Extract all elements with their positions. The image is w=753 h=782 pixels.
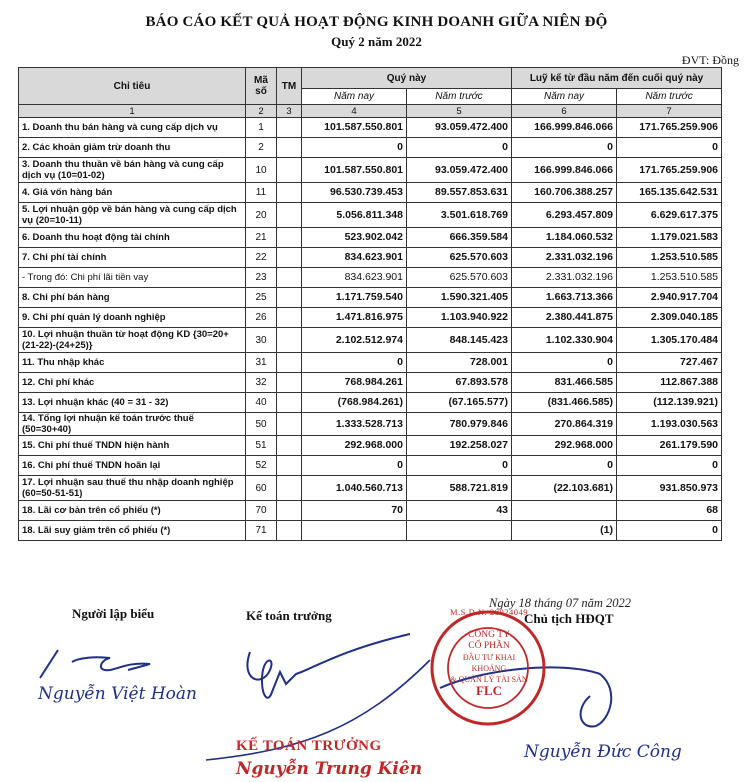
row-label: 16. Chi phí thuế TNDN hoãn lại — [19, 456, 246, 476]
row-label: - Trong đó: Chi phí lãi tiền vay — [19, 268, 246, 288]
col-number: 3 — [277, 105, 302, 118]
row-label: 7. Chi phí tài chính — [19, 248, 246, 268]
row-code: 22 — [246, 248, 277, 268]
row-tm — [277, 203, 302, 228]
row-code: 10 — [246, 158, 277, 183]
table-row — [19, 521, 722, 541]
value-ytd-previous: 0 — [617, 521, 722, 541]
header-quy-nay: Quý này — [302, 68, 512, 89]
value-quarter-previous: 848.145.423 — [407, 328, 512, 353]
value-ytd-previous: 171.765.259.906 — [617, 158, 722, 183]
row-label: 4. Giá vốn hàng bán — [19, 183, 246, 203]
value-quarter-previous: 89.557.853.631 — [407, 183, 512, 203]
row-tm — [277, 268, 302, 288]
value-ytd-previous: 2.940.917.704 — [617, 288, 722, 308]
value-quarter-previous: 728.001 — [407, 353, 512, 373]
value-quarter-current: 1.171.759.540 — [302, 288, 407, 308]
row-tm — [277, 436, 302, 456]
value-ytd-current: 2.380.441.875 — [512, 308, 617, 328]
header-nam-truoc: Năm trước — [617, 89, 722, 105]
seal-line: & QUẢN LÝ TÀI SẢN — [450, 675, 528, 684]
value-ytd-previous: 1.179.021.583 — [617, 228, 722, 248]
value-quarter-current: 5.056.811.348 — [302, 203, 407, 228]
col-number: 4 — [302, 105, 407, 118]
value-quarter-current: 70 — [302, 501, 407, 521]
row-tm — [277, 373, 302, 393]
row-label: 9. Chi phí quản lý doanh nghiệp — [19, 308, 246, 328]
value-ytd-current: 0 — [512, 138, 617, 158]
header-luy-ke: Luỹ kế từ đầu năm đến cuối quý này — [512, 68, 722, 89]
value-ytd-current: 292.968.000 — [512, 436, 617, 456]
value-ytd-current: 270.864.319 — [512, 413, 617, 436]
value-quarter-current: 1.471.816.975 — [302, 308, 407, 328]
value-quarter-current: 768.984.261 — [302, 373, 407, 393]
row-code: 1 — [246, 118, 277, 138]
value-quarter-current: 101.587.550.801 — [302, 118, 407, 138]
accountant-signature — [247, 634, 410, 698]
row-code: 23 — [246, 268, 277, 288]
table-row — [19, 456, 722, 476]
row-tm — [277, 521, 302, 541]
value-ytd-current: 1.663.713.366 — [512, 288, 617, 308]
value-quarter-previous: 625.570.603 — [407, 248, 512, 268]
preparer-signature — [40, 650, 150, 678]
table-row — [19, 393, 722, 413]
value-quarter-current: 834.623.901 — [302, 268, 407, 288]
value-quarter-previous: 93.059.472.400 — [407, 118, 512, 138]
value-quarter-current: 0 — [302, 138, 407, 158]
seal-line: CÔNG TY — [468, 630, 510, 640]
table-row — [19, 328, 722, 353]
value-ytd-current: 0 — [512, 456, 617, 476]
value-ytd-previous: 1.253.510.585 — [617, 248, 722, 268]
value-quarter-previous: 192.258.027 — [407, 436, 512, 456]
seal-line: ĐẦU TƯ KHAI KHOÁNG — [462, 653, 516, 673]
value-ytd-current: 166.999.846.066 — [512, 118, 617, 138]
table-row — [19, 248, 722, 268]
row-code: 2 — [246, 138, 277, 158]
row-label: 3. Doanh thu thuần về bán hàng và cung cấp dịch vụ (10=01-02) — [19, 158, 246, 183]
row-label: 14. Tổng lợi nhuận kế toán trước thuế (50=30+40) — [19, 413, 246, 436]
value-quarter-previous: 1.103.940.922 — [407, 308, 512, 328]
value-quarter-current: 96.530.739.453 — [302, 183, 407, 203]
row-code: 32 — [246, 373, 277, 393]
value-ytd-current — [512, 501, 617, 521]
accountant-stamp-title: KẾ TOÁN TRƯỞNG — [236, 738, 382, 754]
row-label: 5. Lợi nhuận gộp về bán hàng và cung cấp dịch vụ (20=10-11) — [19, 203, 246, 228]
value-quarter-previous: 588.721.819 — [407, 476, 512, 501]
accountant-name: Nguyễn Trung Kiên — [236, 759, 423, 779]
row-code: 70 — [246, 501, 277, 521]
row-tm — [277, 413, 302, 436]
value-quarter-previous — [407, 521, 512, 541]
row-tm — [277, 308, 302, 328]
report-subtitle: Quý 2 năm 2022 — [331, 34, 422, 49]
row-tm — [277, 118, 302, 138]
col-number: 6 — [512, 105, 617, 118]
row-tm — [277, 183, 302, 203]
seal-line: CỔ PHẦN — [468, 641, 510, 651]
table-row — [19, 353, 722, 373]
row-label: 2. Các khoản giảm trừ doanh thu — [19, 138, 246, 158]
preparer-name: Nguyễn Việt Hoàn — [38, 684, 197, 704]
value-ytd-previous: 1.305.170.484 — [617, 328, 722, 353]
col-number: 5 — [407, 105, 512, 118]
value-ytd-previous: 1.253.510.585 — [617, 268, 722, 288]
value-quarter-current: 1.040.560.713 — [302, 476, 407, 501]
value-ytd-current: 6.293.457.809 — [512, 203, 617, 228]
header-nam-truoc: Năm trước — [407, 89, 512, 105]
seal-ring-text: M.S.D.N: 28024049 — [450, 607, 528, 617]
row-label: 10. Lợi nhuận thuần từ hoạt động KD {30=20+(21-22)-(24+25)} — [19, 328, 246, 353]
value-ytd-current: 1.102.330.904 — [512, 328, 617, 353]
table-row — [19, 288, 722, 308]
table-row — [19, 476, 722, 501]
value-ytd-previous: 2.309.040.185 — [617, 308, 722, 328]
value-quarter-previous: 0 — [407, 456, 512, 476]
table-row — [19, 158, 722, 183]
value-ytd-previous: (112.139.921) — [617, 393, 722, 413]
col-number: 7 — [617, 105, 722, 118]
value-quarter-current — [302, 521, 407, 541]
row-code: 20 — [246, 203, 277, 228]
header-tm: TM — [277, 68, 302, 105]
row-code: 31 — [246, 353, 277, 373]
row-tm — [277, 501, 302, 521]
table-row — [19, 138, 722, 158]
value-ytd-current: (1) — [512, 521, 617, 541]
table-row — [19, 308, 722, 328]
value-quarter-current: 2.102.512.974 — [302, 328, 407, 353]
chairman-name: Nguyễn Đức Công — [524, 742, 682, 762]
row-code: 51 — [246, 436, 277, 456]
seal-text — [448, 630, 530, 696]
value-quarter-current: 834.623.901 — [302, 248, 407, 268]
table-row — [19, 436, 722, 456]
value-ytd-current: 2.331.032.196 — [512, 248, 617, 268]
value-quarter-previous: 666.359.584 — [407, 228, 512, 248]
value-quarter-previous: 1.590.321.405 — [407, 288, 512, 308]
value-quarter-previous: 625.570.603 — [407, 268, 512, 288]
row-code: 71 — [246, 521, 277, 541]
value-quarter-current: 1.333.528.713 — [302, 413, 407, 436]
value-quarter-previous: 93.059.472.400 — [407, 158, 512, 183]
row-tm — [277, 288, 302, 308]
seal-logo: FLC — [476, 683, 502, 698]
row-label: 12. Chi phí khác — [19, 373, 246, 393]
row-tm — [277, 456, 302, 476]
col-number: 2 — [246, 105, 277, 118]
value-ytd-current: 166.999.846.066 — [512, 158, 617, 183]
table-row — [19, 501, 722, 521]
currency-unit: ĐVT: Đồng — [681, 53, 739, 67]
value-quarter-previous: 67.893.578 — [407, 373, 512, 393]
row-tm — [277, 248, 302, 268]
row-code: 60 — [246, 476, 277, 501]
row-label: 8. Chi phí bán hàng — [19, 288, 246, 308]
value-quarter-previous: 3.501.618.769 — [407, 203, 512, 228]
table-row — [19, 268, 722, 288]
value-quarter-previous: 0 — [407, 138, 512, 158]
row-tm — [277, 228, 302, 248]
income-statement-table — [18, 67, 722, 541]
row-label: 13. Lợi nhuận khác (40 = 31 - 32) — [19, 393, 246, 413]
value-ytd-current: 1.184.060.532 — [512, 228, 617, 248]
value-quarter-previous: (67.165.577) — [407, 393, 512, 413]
row-code: 30 — [246, 328, 277, 353]
table-row — [19, 228, 722, 248]
row-tm — [277, 393, 302, 413]
row-label: 18. Lãi suy giảm trên cổ phiếu (*) — [19, 521, 246, 541]
chairman-label: Chủ tịch HĐQT — [524, 611, 614, 626]
row-tm — [277, 476, 302, 501]
value-quarter-previous: 43 — [407, 501, 512, 521]
value-ytd-previous: 165.135.642.531 — [617, 183, 722, 203]
value-quarter-current: 523.902.042 — [302, 228, 407, 248]
row-label: 17. Lợi nhuận sau thuế thu nhập doanh nghiệp (60=50-51-51) — [19, 476, 246, 501]
value-ytd-current: (831.466.585) — [512, 393, 617, 413]
value-ytd-previous: 1.193.030.563 — [617, 413, 722, 436]
row-tm — [277, 353, 302, 373]
row-code: 11 — [246, 183, 277, 203]
row-code: 25 — [246, 288, 277, 308]
table-row — [19, 118, 722, 138]
value-ytd-previous: 6.629.617.375 — [617, 203, 722, 228]
header-nam-nay: Năm nay — [302, 89, 407, 105]
value-quarter-current: 292.968.000 — [302, 436, 407, 456]
row-label: 15. Chi phí thuế TNDN hiện hành — [19, 436, 246, 456]
col-number: 1 — [19, 105, 246, 118]
row-code: 52 — [246, 456, 277, 476]
value-ytd-current: (22.103.681) — [512, 476, 617, 501]
value-ytd-previous: 0 — [617, 138, 722, 158]
row-tm — [277, 158, 302, 183]
header-chi-tieu: Chỉ tiêu — [19, 68, 246, 105]
value-ytd-previous: 68 — [617, 501, 722, 521]
value-ytd-previous: 931.850.973 — [617, 476, 722, 501]
row-label: 18. Lãi cơ bản trên cổ phiếu (*) — [19, 501, 246, 521]
table-row — [19, 203, 722, 228]
row-label: 6. Doanh thu hoạt động tài chính — [19, 228, 246, 248]
value-quarter-current: 101.587.550.801 — [302, 158, 407, 183]
accountant-label: Kế toán trưởng — [246, 608, 332, 623]
value-ytd-current: 0 — [512, 353, 617, 373]
row-code: 26 — [246, 308, 277, 328]
row-label: 1. Doanh thu bán hàng và cung cấp dịch vụ — [19, 118, 246, 138]
header-ma-so: Mã số — [246, 68, 277, 105]
value-quarter-current: 0 — [302, 456, 407, 476]
value-ytd-previous: 727.467 — [617, 353, 722, 373]
row-code: 21 — [246, 228, 277, 248]
value-ytd-current: 160.706.388.257 — [512, 183, 617, 203]
sign-date: Ngày 18 tháng 07 năm 2022 — [489, 596, 632, 610]
row-tm — [277, 328, 302, 353]
value-ytd-current: 831.466.585 — [512, 373, 617, 393]
table-row — [19, 183, 722, 203]
value-ytd-current: 2.331.032.196 — [512, 268, 617, 288]
value-quarter-previous: 780.979.846 — [407, 413, 512, 436]
header-nam-nay: Năm nay — [512, 89, 617, 105]
value-ytd-previous: 261.179.590 — [617, 436, 722, 456]
value-ytd-previous: 0 — [617, 456, 722, 476]
row-tm — [277, 138, 302, 158]
preparer-label: Người lập biểu — [72, 606, 155, 621]
row-code: 40 — [246, 393, 277, 413]
value-ytd-previous: 171.765.259.906 — [617, 118, 722, 138]
value-quarter-current: (768.984.261) — [302, 393, 407, 413]
table-row — [19, 373, 722, 393]
value-quarter-current: 0 — [302, 353, 407, 373]
row-code: 50 — [246, 413, 277, 436]
value-ytd-previous: 112.867.388 — [617, 373, 722, 393]
table-row — [19, 413, 722, 436]
report-title: BÁO CÁO KẾT QUẢ HOẠT ĐỘNG KINH DOANH GIỮA NIÊN ĐỘ — [145, 14, 608, 30]
row-label: 11. Thu nhập khác — [19, 353, 246, 373]
